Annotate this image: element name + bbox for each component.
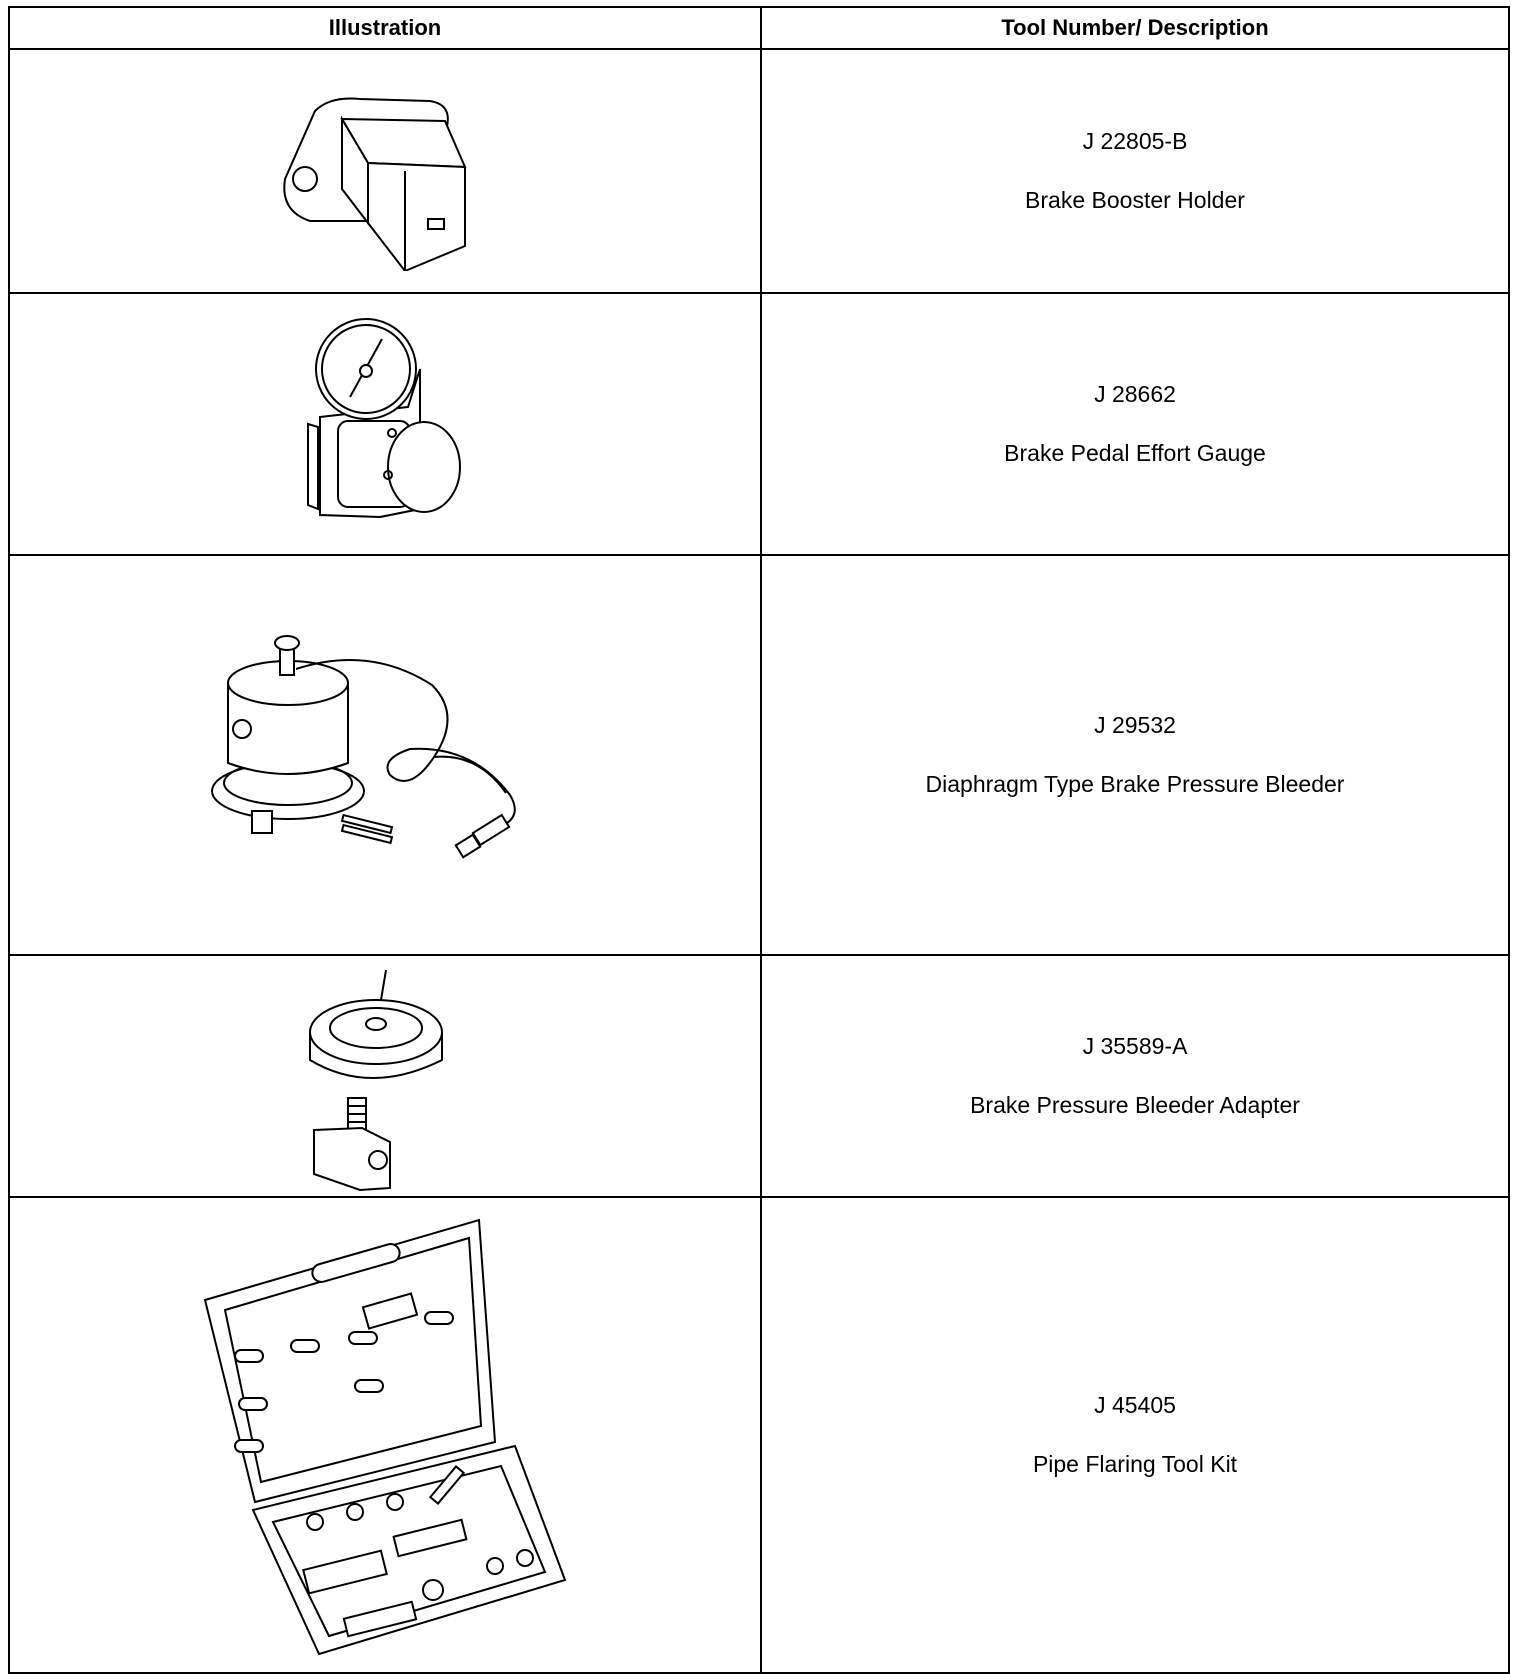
tool-description: Brake Pressure Bleeder Adapter xyxy=(970,1092,1300,1118)
table-row xyxy=(9,293,1509,555)
tool-number: J 45405 xyxy=(1094,1392,1176,1418)
tool-description: Pipe Flaring Tool Kit xyxy=(1032,1451,1238,1477)
table-row xyxy=(9,49,1509,293)
table-row xyxy=(9,1197,1509,1673)
description-cell xyxy=(761,555,1509,955)
brake-pedal-effort-gauge-illustration xyxy=(290,309,480,539)
illustration-cell xyxy=(9,555,761,955)
pipe-flaring-kit-illustration xyxy=(195,1210,575,1660)
illustration-cell xyxy=(9,955,761,1197)
table-row xyxy=(9,555,1509,955)
brake-pressure-bleeder-illustration xyxy=(210,625,560,885)
tool-description: Brake Pedal Effort Gauge xyxy=(1004,440,1266,466)
tool-header: Tool Number/ Description xyxy=(761,7,1509,49)
tool-number: J 28662 xyxy=(1094,381,1176,407)
illustration-cell xyxy=(9,1197,761,1673)
description-cell xyxy=(761,955,1509,1197)
brake-booster-holder-illustration xyxy=(260,71,510,271)
tool-number: J 35589-A xyxy=(1082,1033,1188,1059)
illustration-header: Illustration xyxy=(9,7,761,49)
header-row xyxy=(9,7,1509,49)
tool-number: J 29532 xyxy=(1094,712,1176,738)
bleeder-adapter-illustration xyxy=(300,960,470,1192)
tool-description: Diaphragm Type Brake Pressure Bleeder xyxy=(925,771,1345,797)
description-cell xyxy=(761,293,1509,555)
special-tools-table xyxy=(8,6,1510,1674)
description-cell xyxy=(761,1197,1509,1673)
tool-description: Brake Booster Holder xyxy=(1025,187,1245,213)
description-cell xyxy=(761,49,1509,293)
table-row xyxy=(9,955,1509,1197)
illustration-cell xyxy=(9,49,761,293)
tool-number: J 22805-B xyxy=(1082,128,1188,154)
illustration-cell xyxy=(9,293,761,555)
